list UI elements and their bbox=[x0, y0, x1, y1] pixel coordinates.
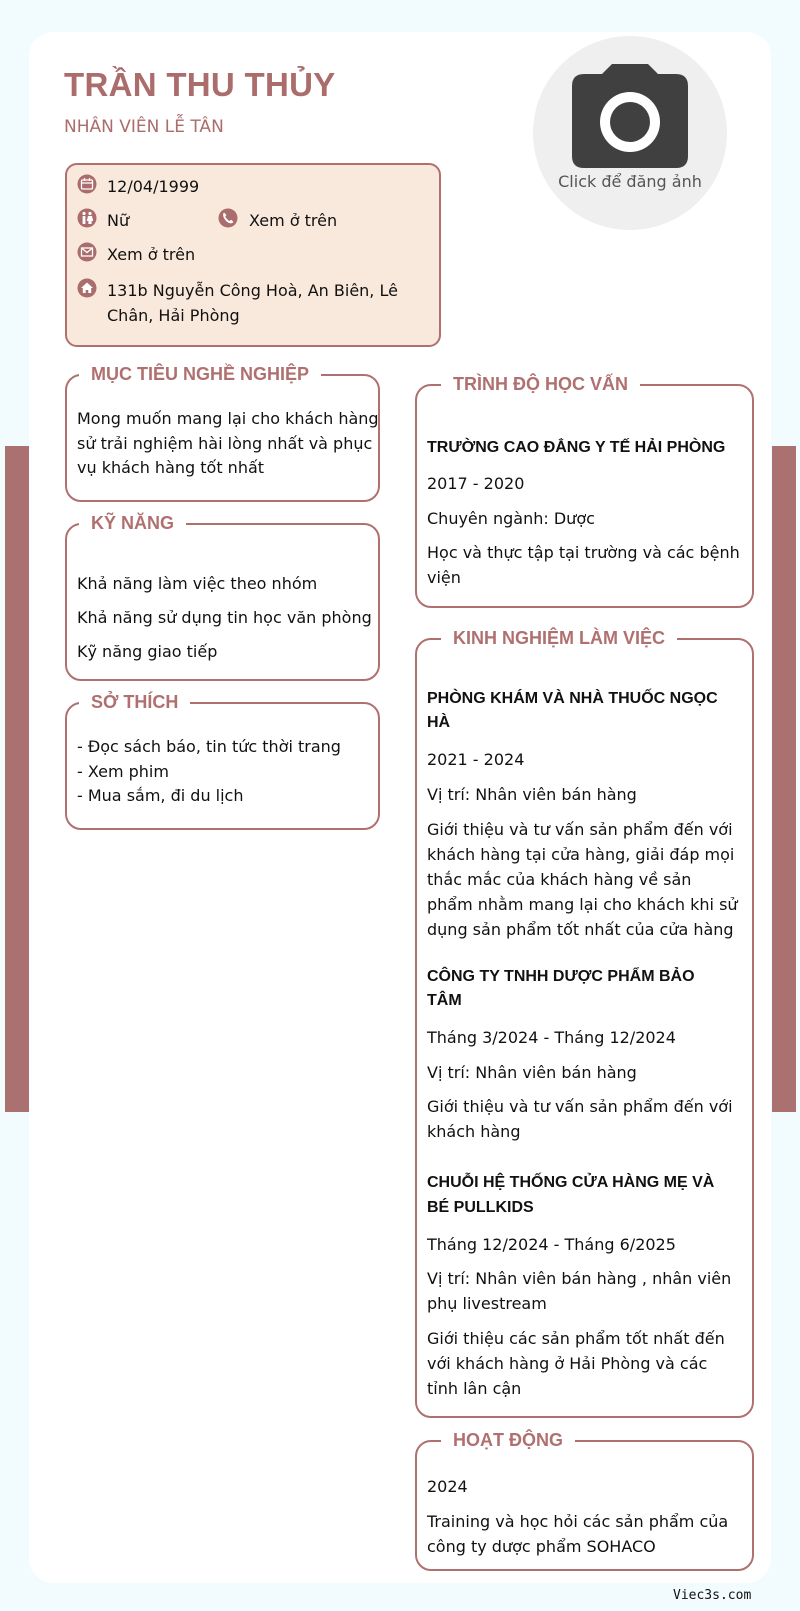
company-name[interactable]: BÉ PULLKIDS bbox=[427, 1199, 534, 1216]
hobby-item[interactable]: - Đọc sách báo, tin tức thời trang bbox=[77, 737, 341, 756]
address-line1[interactable]: 131b Nguyễn Công Hoà, An Biên, Lê bbox=[107, 281, 398, 300]
skill-item[interactable]: Khả năng làm việc theo nhóm bbox=[77, 574, 318, 593]
education-desc[interactable]: Học và thực tập tại trường và các bệnh bbox=[427, 543, 740, 562]
job-role[interactable]: phụ livestream bbox=[427, 1294, 547, 1313]
email-icon bbox=[77, 242, 97, 262]
photo-upload-caption: Click để đăng ảnh bbox=[558, 172, 702, 191]
job-role[interactable]: Vị trí: Nhân viên bán hàng bbox=[427, 785, 637, 804]
objective-line[interactable]: vụ khách hàng tốt nhất bbox=[77, 458, 265, 477]
activity-desc[interactable]: công ty dược phẩm SOHACO bbox=[427, 1537, 656, 1556]
job-desc[interactable]: Giới thiệu các sản phẩm tốt nhất đến bbox=[427, 1329, 725, 1348]
skill-item[interactable]: Kỹ năng giao tiếp bbox=[77, 642, 218, 661]
job-desc[interactable]: Giới thiệu và tư vấn sản phẩm đến với bbox=[427, 1097, 733, 1116]
activity-year[interactable]: 2024 bbox=[427, 1477, 468, 1496]
email-value[interactable]: Xem ở trên bbox=[107, 245, 196, 264]
job-title[interactable]: NHÂN VIÊN LỄ TÂN bbox=[64, 117, 224, 137]
camera-icon bbox=[572, 64, 688, 168]
job-period[interactable]: 2021 - 2024 bbox=[427, 750, 525, 769]
activities-title: HOẠT ĐỘNG bbox=[441, 1430, 575, 1451]
job-desc[interactable]: tỉnh lân cận bbox=[427, 1379, 522, 1398]
education-desc[interactable]: viện bbox=[427, 568, 461, 587]
job-desc[interactable]: thắc mắc của khách hàng về sản bbox=[427, 870, 692, 889]
address-line2[interactable]: Chân, Hải Phòng bbox=[107, 306, 240, 325]
hobbies-title: SỞ THÍCH bbox=[79, 692, 190, 713]
phone-value[interactable]: Xem ở trên bbox=[249, 211, 338, 230]
calendar-icon bbox=[77, 174, 97, 194]
education-section bbox=[415, 384, 754, 608]
experience-title: KINH NGHIỆM LÀM VIỆC bbox=[441, 628, 677, 649]
right-accent-band bbox=[772, 446, 796, 1112]
hobby-item[interactable]: - Xem phim bbox=[77, 762, 169, 781]
watermark-text: Viec3s.com bbox=[673, 1588, 752, 1603]
birthday-value[interactable]: 12/04/1999 bbox=[107, 177, 200, 196]
hobby-item[interactable]: - Mua sắm, đi du lịch bbox=[77, 786, 244, 805]
objective-line[interactable]: Mong muốn mang lại cho khách hàng bbox=[77, 409, 379, 428]
education-major[interactable]: Chuyên ngành: Dược bbox=[427, 509, 595, 528]
education-title: TRÌNH ĐỘ HỌC VẤN bbox=[441, 374, 640, 395]
activity-desc[interactable]: Training và học hỏi các sản phẩm của bbox=[427, 1512, 729, 1531]
job-desc[interactable]: khách hàng bbox=[427, 1122, 521, 1141]
education-period[interactable]: 2017 - 2020 bbox=[427, 474, 525, 493]
company-name[interactable]: PHÒNG KHÁM VÀ NHÀ THUỐC NGỌC bbox=[427, 690, 718, 707]
objective-line[interactable]: sử trải nghiệm hài lòng nhất và phục bbox=[77, 434, 373, 453]
gender-icon bbox=[77, 208, 97, 228]
company-name[interactable]: HÀ bbox=[427, 714, 451, 731]
phone-icon bbox=[218, 208, 238, 228]
home-icon bbox=[77, 278, 97, 298]
company-name[interactable]: TÂM bbox=[427, 992, 462, 1009]
company-name[interactable]: CHUỖI HỆ THỐNG CỬA HÀNG MẸ VÀ bbox=[427, 1174, 715, 1191]
company-name[interactable]: CÔNG TY TNHH DƯỢC PHẨM BẢO bbox=[427, 968, 695, 985]
skills-title: KỸ NĂNG bbox=[79, 513, 186, 534]
job-desc[interactable]: với khách hàng ở Hải Phòng và các bbox=[427, 1354, 708, 1373]
job-role[interactable]: Vị trí: Nhân viên bán hàng , nhân viên bbox=[427, 1269, 732, 1288]
school-name[interactable]: TRƯỜNG CAO ĐẲNG Y TẾ HẢI PHÒNG bbox=[427, 439, 726, 456]
gender-value[interactable]: Nữ bbox=[107, 211, 130, 230]
skill-item[interactable]: Khả năng sử dụng tin học văn phòng bbox=[77, 608, 372, 627]
left-accent-band bbox=[5, 446, 29, 1112]
job-period[interactable]: Tháng 12/2024 - Tháng 6/2025 bbox=[427, 1235, 676, 1254]
job-desc[interactable]: dụng sản phẩm tốt nhất của cửa hàng bbox=[427, 920, 734, 939]
job-period[interactable]: Tháng 3/2024 - Tháng 12/2024 bbox=[427, 1028, 676, 1047]
job-role[interactable]: Vị trí: Nhân viên bán hàng bbox=[427, 1063, 637, 1082]
job-desc[interactable]: Giới thiệu và tư vấn sản phẩm đến với bbox=[427, 820, 733, 839]
job-desc[interactable]: phẩm nhằm mang lại cho khách khi sử bbox=[427, 895, 738, 914]
candidate-name[interactable]: TRẦN THU THỦY bbox=[64, 66, 336, 103]
job-desc[interactable]: khách hàng tại cửa hàng, giải đáp mọi bbox=[427, 845, 735, 864]
objective-title: MỤC TIÊU NGHỀ NGHIỆP bbox=[79, 364, 321, 385]
photo-upload[interactable] bbox=[533, 36, 727, 230]
